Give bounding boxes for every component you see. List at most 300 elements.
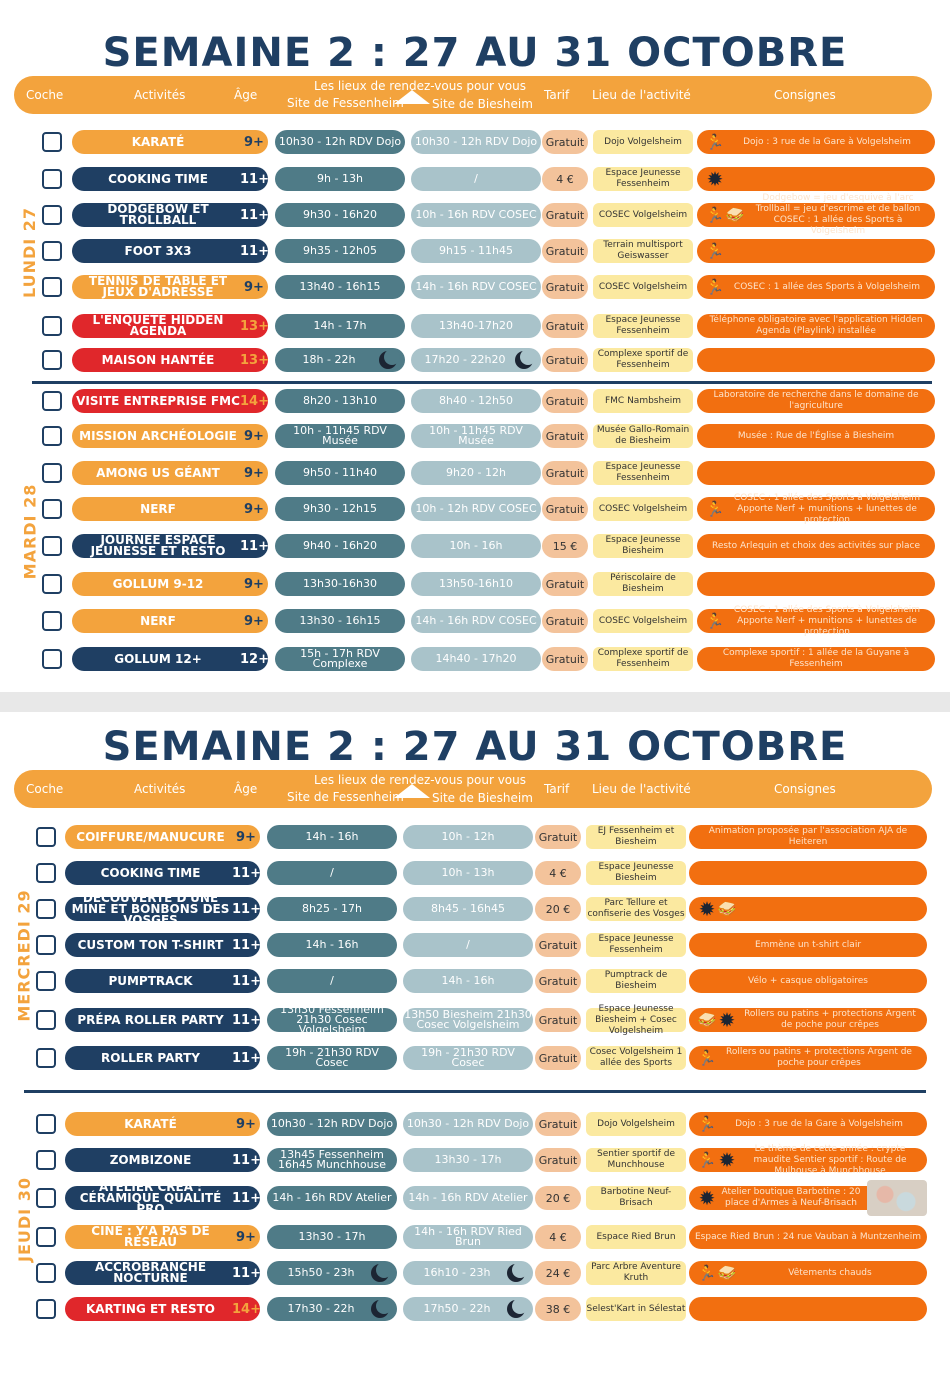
activity-checkbox[interactable] xyxy=(36,1048,56,1068)
activity-checkbox[interactable] xyxy=(36,935,56,955)
fessenheim-time-text: 18h - 22h xyxy=(302,353,356,366)
page-title: SEMAINE 2 : 27 AU 31 OCTOBRE xyxy=(102,724,848,770)
table-row xyxy=(0,193,950,236)
biesheim-time-text: 10h - 16h xyxy=(449,539,503,552)
consignes-text: Dojo : 3 rue de la Gare à Volgelsheim xyxy=(735,1118,903,1129)
consignes-pill xyxy=(697,534,935,558)
table-row xyxy=(0,236,950,266)
consignes-pill xyxy=(689,825,927,849)
running-icon: 🏃 xyxy=(697,1049,717,1067)
activity-name: CINÉ : Y'A PAS DE RÉSEAU xyxy=(91,1224,210,1249)
consignes-pill xyxy=(697,348,935,372)
biesheim-time-text: 14h - 16h RDV COSEC xyxy=(415,280,537,293)
biesheim-time xyxy=(403,969,533,993)
tarif-badge: Gratuit xyxy=(542,609,588,633)
biesheim-time xyxy=(411,348,541,372)
fessenheim-time-text: / xyxy=(330,974,334,987)
activity-checkbox[interactable] xyxy=(42,350,62,370)
consignes-pill xyxy=(697,424,935,448)
activity-checkbox[interactable] xyxy=(42,499,62,519)
activity-name: ROLLER PARTY xyxy=(101,1050,200,1065)
fessenheim-time-text: 8h25 - 17h xyxy=(302,902,362,915)
tarif-badge: Gratuit xyxy=(535,1008,581,1032)
tarif-badge: 20 € xyxy=(535,897,581,921)
biesheim-time-text: 16h10 - 23h xyxy=(423,1266,491,1279)
activity-checkbox[interactable] xyxy=(36,1150,56,1170)
biesheim-time xyxy=(411,534,541,558)
tarif-badge: Gratuit xyxy=(542,130,588,154)
biesheim-time xyxy=(403,933,533,957)
header-lieux: Les lieux de rendez-vous pour vous xyxy=(314,773,527,787)
table-row xyxy=(0,311,950,341)
activity-age: 12+ xyxy=(240,651,269,667)
activity-name: AMONG US GÉANT xyxy=(96,465,220,480)
table-row xyxy=(0,531,950,561)
activity-age: 9+ xyxy=(244,501,264,517)
biesheim-time-text: 10h - 11h45 RDV Musée xyxy=(429,424,523,447)
fessenheim-time xyxy=(267,1297,397,1321)
fessenheim-time xyxy=(275,647,405,671)
consignes-text: Atelier boutique Barbotine : 20 place d'Armes à Neuf-Brisach xyxy=(721,1187,861,1208)
activity-pill xyxy=(65,1225,260,1249)
fessenheim-time-text: 15h - 17h RDV Complexe xyxy=(300,647,380,670)
fessenheim-time-text: 14h - 16h RDV Atelier xyxy=(272,1191,392,1204)
header-activites: Activités xyxy=(134,782,186,796)
activity-name: NERF xyxy=(140,501,176,516)
fessenheim-time-text: 10h30 - 12h RDV Dojo xyxy=(270,1117,394,1130)
table-row xyxy=(0,1294,950,1324)
activity-checkbox[interactable] xyxy=(42,241,62,261)
header-tarif: Tarif xyxy=(544,782,570,796)
activity-age: 11+ xyxy=(232,937,261,953)
table-row xyxy=(0,822,950,852)
activity-age: 13+ xyxy=(240,318,269,334)
activity-age: 9+ xyxy=(244,613,264,629)
biesheim-time xyxy=(403,1186,533,1210)
ceramic-photo xyxy=(867,1180,927,1216)
tarif-badge: Gratuit xyxy=(535,825,581,849)
tarif-badge: Gratuit xyxy=(542,389,588,413)
tarif-badge: 20 € xyxy=(535,1186,581,1210)
consignes-pill xyxy=(689,1112,927,1136)
page-title: SEMAINE 2 : 27 AU 31 OCTOBRE xyxy=(102,30,848,76)
consignes-text: Resto Arlequin et choix des activités sur place xyxy=(711,540,921,551)
running-icon: 🏃 xyxy=(705,500,725,518)
activity-pill xyxy=(65,1148,260,1172)
biesheim-time xyxy=(411,647,541,671)
activity-checkbox[interactable] xyxy=(36,827,56,847)
biesheim-time xyxy=(403,825,533,849)
biesheim-time-text: 13h40-17h20 xyxy=(439,319,513,332)
fessenheim-time xyxy=(267,1186,397,1210)
activity-pill xyxy=(72,167,268,191)
activity-location: Espace Jeunesse Fessenheim xyxy=(586,933,686,957)
fessenheim-time-text: 9h50 - 11h40 xyxy=(303,466,377,479)
activity-location: Parc Arbre Aventure Kruth xyxy=(586,1261,686,1285)
activity-name: MAISON HANTÉE xyxy=(101,352,215,367)
table-row xyxy=(0,644,950,674)
consignes-text: Dojo : 3 rue de la Gare à Volgelsheim xyxy=(743,136,911,147)
activity-location: Musée Gallo-Romain de Biesheim xyxy=(593,424,693,448)
activity-pill xyxy=(72,130,268,154)
activity-age: 9+ xyxy=(244,576,264,592)
activity-location: Espace Jeunesse Fessenheim xyxy=(593,461,693,485)
activity-location: COSEC Volgelsheim xyxy=(593,609,693,633)
consignes-text: Dodgebow = jeu d'esquive à l'arc Trollball = jeu d'escrime et de ballon COSEC : 1 allée des Sports à Volgelsheim xyxy=(755,193,921,236)
fessenheim-time-text: 15h50 - 23h xyxy=(287,1266,355,1279)
biesheim-time xyxy=(411,497,541,521)
sandwich-icon: 🥪 xyxy=(697,1011,717,1029)
biesheim-time xyxy=(403,1261,533,1285)
consignes-pill xyxy=(697,130,935,154)
activity-checkbox[interactable] xyxy=(42,574,62,594)
fessenheim-time-text: 13h45 Fessenheim 16h45 Munchhouse xyxy=(277,1148,387,1171)
activity-name: PUMPTRACK xyxy=(108,973,193,988)
fessenheim-time xyxy=(267,1225,397,1249)
fessenheim-time xyxy=(267,933,397,957)
consignes-text: COSEC : 1 allée des Sports à Volgelsheim xyxy=(733,281,921,292)
biesheim-time-text: 13h50-16h10 xyxy=(439,577,513,590)
fessenheim-time xyxy=(275,389,405,413)
table-row xyxy=(0,1145,950,1175)
activity-pill xyxy=(65,861,260,885)
activity-age: 9+ xyxy=(244,279,264,295)
biesheim-time-text: 10h - 16h RDV COSEC xyxy=(415,208,537,221)
tarif-badge: Gratuit xyxy=(535,1148,581,1172)
fessenheim-time xyxy=(275,424,405,448)
activity-name: NERF xyxy=(140,613,176,628)
fessenheim-time-text: 14h - 17h xyxy=(313,319,367,332)
consignes-pill xyxy=(697,604,935,637)
fessenheim-time xyxy=(275,572,405,596)
consignes-pill xyxy=(697,572,935,596)
activity-location: COSEC Volgelsheim xyxy=(593,497,693,521)
table-header xyxy=(14,76,932,114)
activity-name: COOKING TIME xyxy=(108,171,208,186)
moon-icon xyxy=(515,351,533,369)
consignes-text: Le thème de cette année : crypte maudite Sentier sportif : Route de Mulhouse à Munchhouse xyxy=(753,1143,907,1176)
activity-checkbox[interactable] xyxy=(42,649,62,669)
activity-name: PRÉPA ROLLER PARTY xyxy=(77,1012,224,1027)
table-row xyxy=(0,345,950,375)
header-consignes: Consignes xyxy=(774,782,836,796)
activity-name: JOURNÉE ESPACE JEUNESSE ET RESTO xyxy=(90,533,226,558)
header-site-biesheim: Site de Biesheim xyxy=(432,97,533,111)
activity-location: Périscolaire de Biesheim xyxy=(593,572,693,596)
activity-pill xyxy=(72,534,268,558)
activity-location: FMC Nambsheim xyxy=(593,389,693,413)
activity-pill xyxy=(72,239,268,263)
table-header xyxy=(14,770,932,808)
biesheim-time xyxy=(411,314,541,338)
activity-checkbox[interactable] xyxy=(36,1010,56,1030)
fessenheim-time xyxy=(275,461,405,485)
biesheim-time-text: 13h30 - 17h xyxy=(434,1153,502,1166)
biesheim-time xyxy=(411,167,541,191)
splat-icon: ✹ xyxy=(698,1186,716,1210)
activity-pill xyxy=(65,1046,260,1070)
activity-pill xyxy=(65,1112,260,1136)
fessenheim-time-text: 9h - 13h xyxy=(317,172,363,185)
biesheim-time-text: 14h - 16h xyxy=(441,974,495,987)
table-row xyxy=(0,1043,950,1073)
running-icon: 🏃 xyxy=(705,612,725,630)
biesheim-time xyxy=(411,424,541,448)
activity-location: Espace Jeunesse Biesheim + Cosec Volgelsheim xyxy=(586,1008,686,1032)
activity-age: 14+ xyxy=(240,393,269,409)
biesheim-time-text: 9h15 - 11h45 xyxy=(439,244,513,257)
activity-location: Espace Jeunesse Fessenheim xyxy=(593,167,693,191)
activity-pill xyxy=(65,1261,260,1285)
activity-location: Barbotine Neuf-Brisach xyxy=(586,1186,686,1210)
activity-location: Selest'Kart in Sélestat xyxy=(586,1297,686,1321)
activity-pill xyxy=(72,424,268,448)
activity-checkbox[interactable] xyxy=(36,1188,56,1208)
activity-location: Pumptrack de Biesheim xyxy=(586,969,686,993)
moon-icon xyxy=(507,1300,525,1318)
biesheim-time xyxy=(411,239,541,263)
table-row xyxy=(0,890,950,927)
fessenheim-time xyxy=(275,130,405,154)
biesheim-time-text: 19h - 21h30 RDV Cosec xyxy=(421,1046,515,1069)
activity-checkbox[interactable] xyxy=(42,205,62,225)
tarif-badge: 4 € xyxy=(535,1225,581,1249)
activity-location: Complexe sportif de Fessenheim xyxy=(593,647,693,671)
activity-name: MISSION ARCHÉOLOGIE xyxy=(79,428,237,443)
fessenheim-time xyxy=(275,534,405,558)
moon-icon xyxy=(379,351,397,369)
day-label-lundi: LUNDI 27 xyxy=(20,206,40,298)
day-label-jeudi: JEUDI 30 xyxy=(14,1176,34,1262)
activity-checkbox[interactable] xyxy=(42,463,62,483)
activity-checkbox[interactable] xyxy=(42,169,62,189)
consignes-text: Emmène un t-shirt clair xyxy=(754,939,862,950)
fessenheim-time xyxy=(267,897,397,921)
consignes-pill xyxy=(697,193,935,236)
activity-age: 11+ xyxy=(240,538,269,554)
activity-checkbox[interactable] xyxy=(36,1263,56,1283)
activity-pill xyxy=(72,647,268,671)
running-icon: 🏃 xyxy=(705,242,725,260)
fessenheim-time-text: 9h30 - 12h15 xyxy=(303,502,377,515)
activity-name: COIFFURE/MANUCURE xyxy=(76,829,225,844)
tarif-badge: Gratuit xyxy=(542,348,588,372)
activity-age: 11+ xyxy=(232,865,261,881)
table-row xyxy=(0,164,950,194)
splat-icon: ✹ xyxy=(718,1008,736,1032)
activity-age: 11+ xyxy=(232,901,261,917)
activity-age: 11+ xyxy=(232,973,261,989)
fessenheim-time-text: 14h - 16h xyxy=(305,830,359,843)
activity-name: VISITE ENTREPRISE FMC xyxy=(76,393,240,408)
running-icon: 🏃 xyxy=(697,1264,717,1282)
consignes-pill xyxy=(697,167,935,191)
moon-icon xyxy=(371,1264,389,1282)
biesheim-time-text: 9h20 - 12h xyxy=(446,466,506,479)
tarif-badge: Gratuit xyxy=(542,314,588,338)
consignes-pill xyxy=(689,1143,927,1176)
biesheim-time xyxy=(403,861,533,885)
activity-name: GOLLUM 12+ xyxy=(114,651,202,666)
header-activites: Activités xyxy=(134,88,186,102)
biesheim-time xyxy=(403,897,533,921)
consignes-pill xyxy=(689,1046,927,1070)
biesheim-time xyxy=(403,1148,533,1172)
activity-checkbox[interactable] xyxy=(36,1114,56,1134)
table-row xyxy=(0,386,950,416)
tarif-badge: Gratuit xyxy=(535,933,581,957)
biesheim-time xyxy=(411,389,541,413)
consignes-pill xyxy=(689,1186,927,1210)
header-age: Âge xyxy=(234,88,258,102)
biesheim-time-text: 10h - 12h RDV COSEC xyxy=(415,502,537,515)
tarif-badge: Gratuit xyxy=(542,647,588,671)
tarif-badge: Gratuit xyxy=(542,203,588,227)
running-icon: 🏃 xyxy=(697,1115,717,1133)
activity-age: 13+ xyxy=(240,352,269,368)
activity-location: Terrain multisport Geiswasser xyxy=(593,239,693,263)
activity-checkbox[interactable] xyxy=(42,277,62,297)
fessenheim-time-text: 9h30 - 16h20 xyxy=(303,208,377,221)
consignes-pill xyxy=(697,314,935,338)
consignes-text: Espace Ried Brun : 24 rue Vauban à Muntzenheim xyxy=(695,1231,921,1242)
table-row xyxy=(0,1222,950,1252)
header-lieu: Lieu de l'activité xyxy=(592,782,691,796)
activity-name: GOLLUM 9-12 xyxy=(112,576,204,591)
fessenheim-time-text: 13h30 - 17h xyxy=(298,1230,366,1243)
activity-checkbox[interactable] xyxy=(42,391,62,411)
fessenheim-time xyxy=(267,1112,397,1136)
activity-name: KARATÉ xyxy=(131,134,185,149)
moon-icon xyxy=(371,1300,389,1318)
biesheim-time-text: 14h - 16h RDV Atelier xyxy=(408,1191,528,1204)
page-week2-part2 xyxy=(0,712,950,1392)
biesheim-time-text: 10h - 13h xyxy=(441,866,495,879)
activity-name: ZOMBIZONE xyxy=(109,1152,192,1167)
biesheim-time xyxy=(411,130,541,154)
biesheim-time-text: 10h30 - 12h RDV Dojo xyxy=(406,1117,530,1130)
table-row xyxy=(0,494,950,524)
activity-name: DODGEBOW ET TROLLBALL xyxy=(107,202,209,227)
activity-name: ACCROBRANCHE NOCTURNE xyxy=(94,1260,207,1285)
activity-location: Espace Jeunesse Fessenheim xyxy=(593,314,693,338)
activity-location: Dojo Volgelsheim xyxy=(586,1112,686,1136)
page-week2-part1 xyxy=(0,0,950,692)
activity-location: EJ Fessenheim et Biesheim xyxy=(586,825,686,849)
biesheim-time-text: 17h20 - 22h20 xyxy=(424,353,506,366)
activity-location: Complexe sportif de Fessenheim xyxy=(593,348,693,372)
fessenheim-time xyxy=(267,825,397,849)
table-row xyxy=(0,606,950,636)
activity-location: Espace Jeunesse Biesheim xyxy=(586,861,686,885)
splat-icon: ✹ xyxy=(698,897,716,921)
activity-checkbox[interactable] xyxy=(42,536,62,556)
sandwich-icon: 🥪 xyxy=(717,1264,737,1282)
splat-icon: ✹ xyxy=(718,1148,736,1172)
biesheim-time-text: 10h - 12h xyxy=(441,830,495,843)
consignes-pill xyxy=(689,933,927,957)
activity-age: 11+ xyxy=(232,1050,261,1066)
biesheim-time xyxy=(403,1008,533,1032)
fessenheim-time-text: 9h40 - 16h20 xyxy=(303,539,377,552)
activity-pill xyxy=(72,609,268,633)
day-separator xyxy=(32,381,932,384)
table-row xyxy=(0,930,950,960)
activity-checkbox[interactable] xyxy=(36,1227,56,1247)
tarif-badge: 4 € xyxy=(535,861,581,885)
biesheim-time-text: 17h50 - 22h xyxy=(423,1302,491,1315)
consignes-text: COSEC : 1 allée des Sports à Volgelsheim Apporte Nerf + munitions + lunettes de protection xyxy=(733,604,921,637)
fessenheim-time xyxy=(275,275,405,299)
tarif-badge: 38 € xyxy=(535,1297,581,1321)
header-site-biesheim: Site de Biesheim xyxy=(432,791,533,805)
activity-age: 9+ xyxy=(244,465,264,481)
tarif-badge: Gratuit xyxy=(542,572,588,596)
biesheim-time-text: 14h40 - 17h20 xyxy=(435,652,517,665)
biesheim-time xyxy=(411,461,541,485)
consignes-text: Vélo + casque obligatoires xyxy=(748,975,868,986)
tarif-badge: 4 € xyxy=(542,167,588,191)
consignes-pill xyxy=(689,1261,927,1285)
tarif-badge: Gratuit xyxy=(535,1112,581,1136)
activity-pill xyxy=(65,933,260,957)
activity-pill xyxy=(72,572,268,596)
activity-checkbox[interactable] xyxy=(36,863,56,883)
consignes-pill xyxy=(697,461,935,485)
fessenheim-time-text: 13h40 - 16h15 xyxy=(299,280,381,293)
activity-name: TENNIS DE TABLE ET JEUX D'ADRESSE xyxy=(88,274,228,299)
fessenheim-time-text: 10h30 - 12h RDV Dojo xyxy=(278,135,402,148)
biesheim-time xyxy=(403,1225,533,1249)
consignes-pill xyxy=(689,969,927,993)
activity-checkbox[interactable] xyxy=(42,426,62,446)
biesheim-time xyxy=(411,572,541,596)
activity-location: COSEC Volgelsheim xyxy=(593,275,693,299)
consignes-text: Rollers ou patins + protections Argent de poche pour crêpes xyxy=(726,1047,912,1068)
biesheim-time-text: 8h40 - 12h50 xyxy=(439,394,513,407)
fessenheim-time-text: 13h30 - 16h15 xyxy=(299,614,381,627)
consignes-text: Rollers ou patins + protections Argent de poche pour crêpes xyxy=(744,1009,916,1030)
fessenheim-time-text: 8h20 - 13h10 xyxy=(303,394,377,407)
activity-age: 11+ xyxy=(232,1190,261,1206)
consignes-pill xyxy=(689,1297,927,1321)
activity-checkbox[interactable] xyxy=(36,899,56,919)
activity-location: Dojo Volgelsheim xyxy=(593,130,693,154)
activity-checkbox[interactable] xyxy=(36,1299,56,1319)
tarif-badge: Gratuit xyxy=(542,424,588,448)
activity-pill xyxy=(72,389,268,413)
biesheim-time-text: / xyxy=(466,938,470,951)
activity-age: 11+ xyxy=(240,243,269,259)
activity-checkbox[interactable] xyxy=(36,971,56,991)
activity-location: Espace Jeunesse Biesheim xyxy=(593,534,693,558)
activity-checkbox[interactable] xyxy=(42,132,62,152)
header-consignes: Consignes xyxy=(774,88,836,102)
fessenheim-time-text: 17h30 - 22h xyxy=(287,1302,355,1315)
activity-checkbox[interactable] xyxy=(42,611,62,631)
activity-checkbox[interactable] xyxy=(42,316,62,336)
table-row xyxy=(0,1109,950,1139)
fessenheim-time xyxy=(275,609,405,633)
biesheim-time-text: 14h - 16h RDV COSEC xyxy=(415,614,537,627)
activity-name: COOKING TIME xyxy=(100,865,201,880)
header-coche: Coche xyxy=(26,88,64,102)
header-lieu: Lieu de l'activité xyxy=(592,88,691,102)
activity-pill xyxy=(72,461,268,485)
activity-location: COSEC Volgelsheim xyxy=(593,203,693,227)
fessenheim-time xyxy=(275,348,405,372)
consignes-pill xyxy=(697,647,935,671)
